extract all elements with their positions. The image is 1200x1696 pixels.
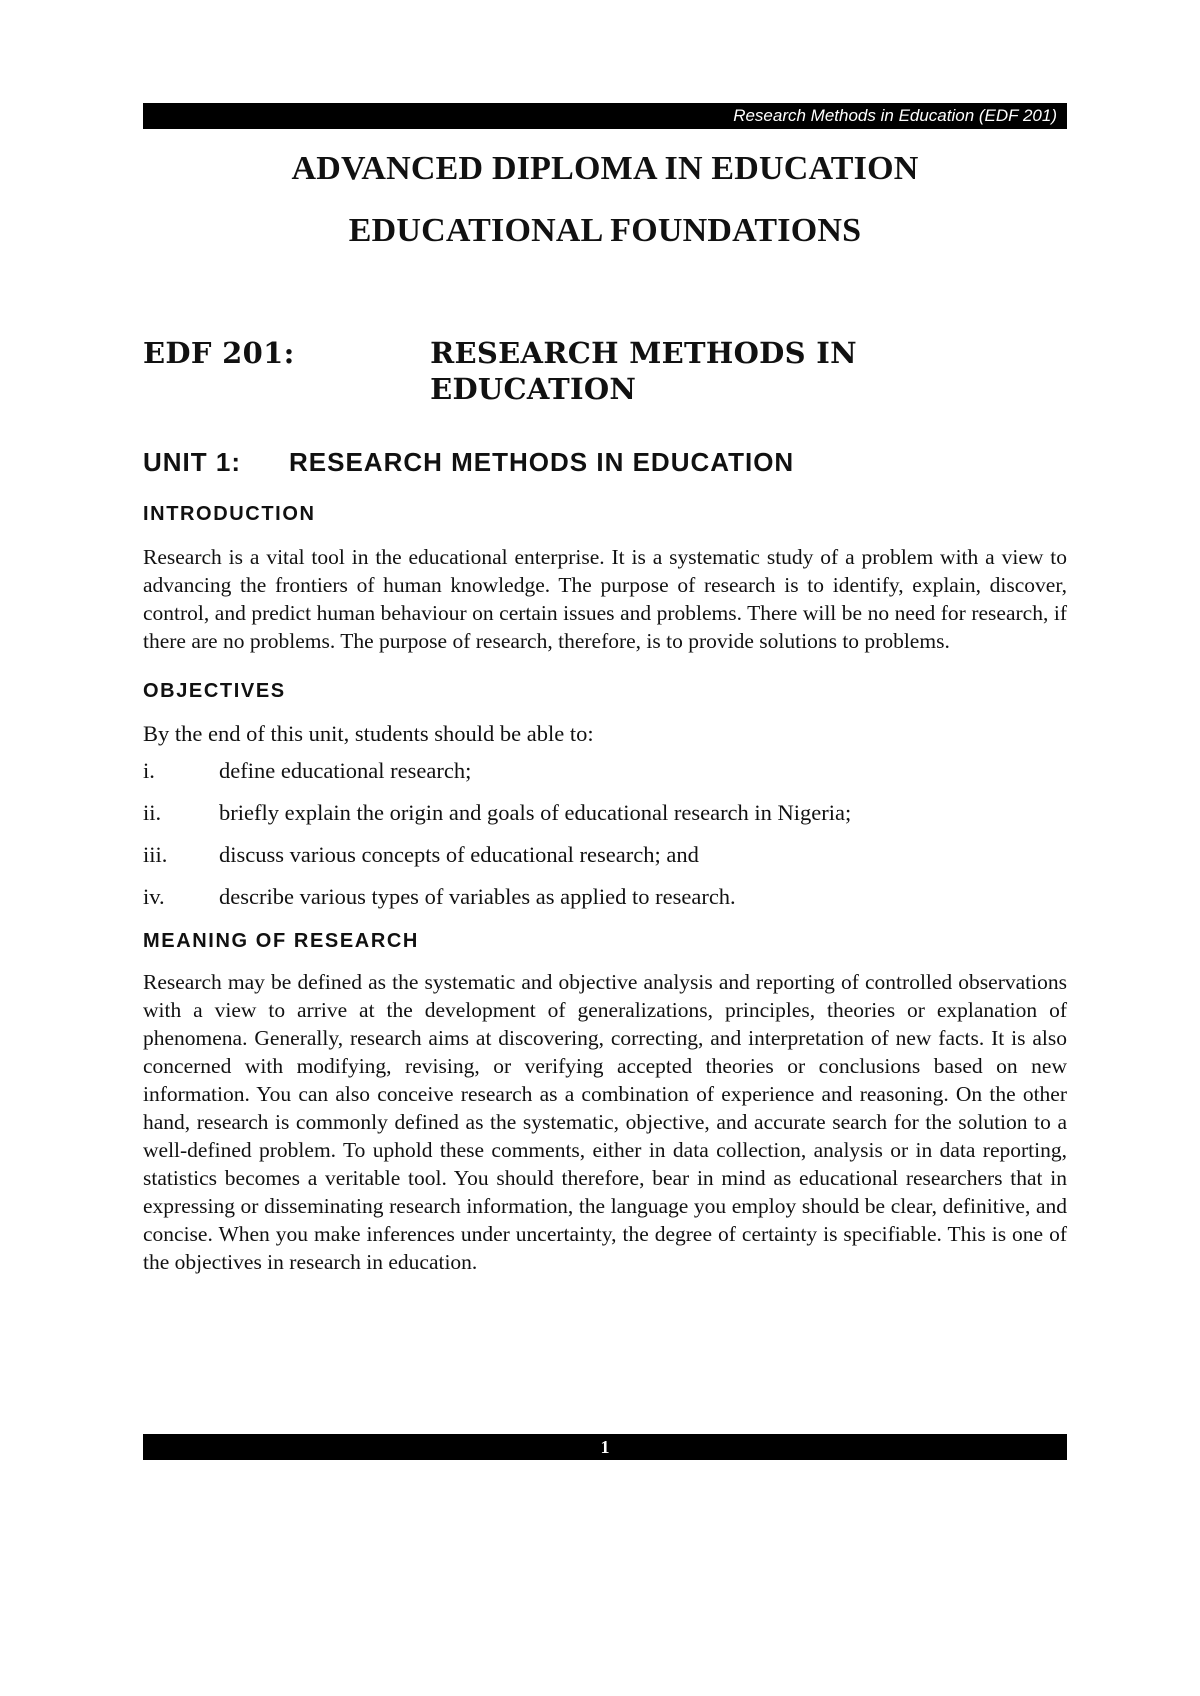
- objective-item: [143, 882, 1067, 911]
- unit-heading: [143, 445, 1067, 479]
- meaning-heading: MEANING OF RESEARCH: [143, 930, 419, 952]
- course-title-line: [143, 335, 1067, 407]
- objective-number: ii.: [143, 800, 162, 825]
- objective-item: [143, 756, 1067, 785]
- objective-text: define educational research;: [219, 758, 472, 783]
- objective-item: [143, 798, 1067, 827]
- objective-item: [143, 840, 1067, 869]
- objectives-heading: OBJECTIVES: [143, 680, 286, 702]
- objective-text: discuss various concepts of educational research; and: [219, 842, 699, 867]
- unit-label: UNIT 1:: [143, 447, 241, 477]
- page-footer: [143, 1434, 1067, 1460]
- page-number: 1: [600, 1437, 610, 1457]
- objectives-lead: By the end of this unit, students should be able to:: [143, 721, 594, 746]
- objective-number: iv.: [143, 884, 165, 909]
- document-page: [143, 103, 1067, 1276]
- programme-title: ADVANCED DIPLOMA IN EDUCATION: [291, 150, 919, 187]
- introduction-paragraph: Research is a vital tool in the educational enterprise. It is a systematic study of a problem with a view to advancing the frontiers of human knowledge. The purpose of research is to identify, explain, discover, control, and predict human behaviour on certain issues and problems. There will be no need for research, if there are no problems. The purpose of research, therefore, is to provide solutions to problems.: [143, 545, 1067, 653]
- objective-text: describe various types of variables as applied to research.: [219, 884, 736, 909]
- unit-title: RESEARCH METHODS IN EDUCATION: [289, 447, 795, 477]
- introduction-heading: INTRODUCTION: [143, 503, 316, 525]
- meaning-paragraph: Research may be defined as the systematic and objective analysis and reporting of controlled observations with a view to arrive at the development of generalizations, principles, theories or explanation of phenomena. Generally, research aims at discovering, correcting, and interpretation of new facts. It is also concerned with modifying, revising, or verifying accepted theories or conclusions based on new information. You can also conceive research as a combination of experience and reasoning. On the other hand, research is commonly defined as the systematic, objective, and accurate search for the solution to a well-defined problem. To uphold these comments, either in data collection, analysis or in data reporting, statistics becomes a veritable tool. You should therefore, bear in mind as educational researchers that in expressing or disseminating research information, the language you employ should be clear, definitive, and concise. When you make inferences under uncertainty, the degree of certainty is specifiable. This is one of the objectives in research in education.: [143, 970, 1067, 1274]
- running-header-title: Research Methods in Education (EDF 201): [733, 106, 1057, 125]
- course-name: RESEARCH METHODS IN EDUCATION: [430, 336, 857, 406]
- objective-number: i.: [143, 758, 155, 783]
- objectives-list: [143, 756, 1067, 911]
- objective-number: iii.: [143, 842, 168, 867]
- course-code: EDF 201:: [143, 336, 295, 370]
- objective-text: briefly explain the origin and goals of educational research in Nigeria;: [219, 800, 852, 825]
- department-title: EDUCATIONAL FOUNDATIONS: [348, 212, 862, 249]
- running-header: [143, 103, 1067, 129]
